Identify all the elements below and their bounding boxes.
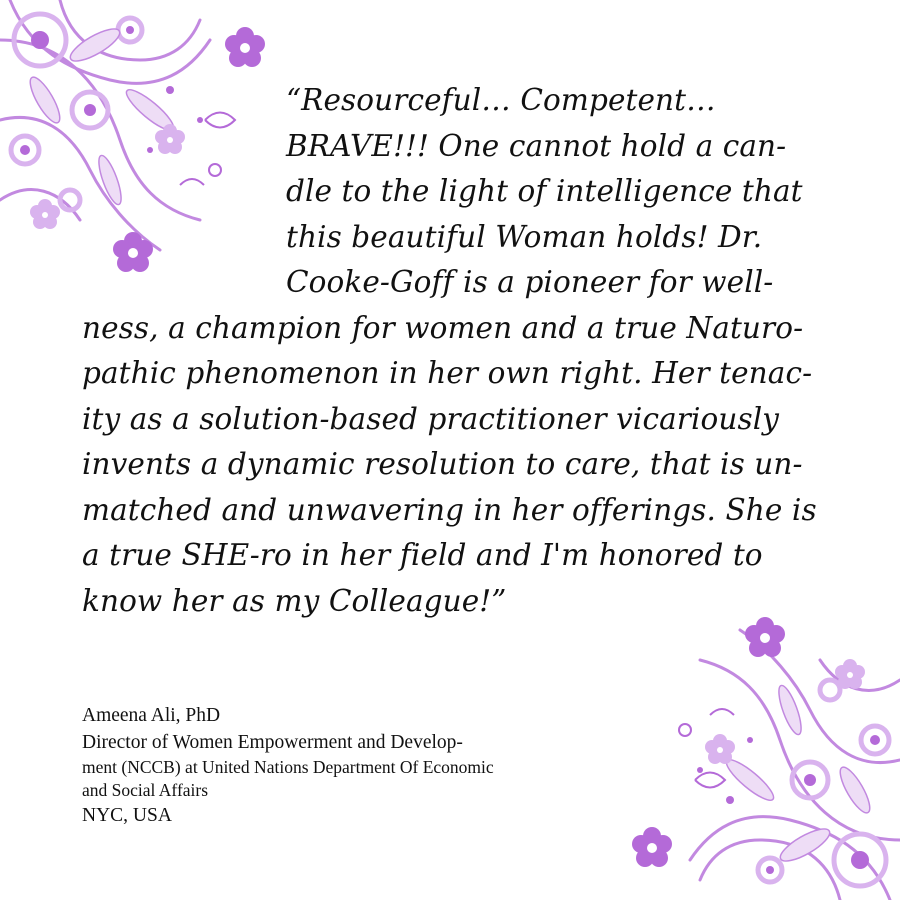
quote-line: ity as a solution-based practitioner vicariously — [82, 401, 779, 436]
quote-line: this beautiful Woman holds! Dr. — [286, 219, 763, 254]
author-location: NYC, USA — [82, 805, 172, 826]
quote-line: ness, a champion for women and a true Naturo- — [82, 310, 804, 345]
testimonial-quote — [82, 78, 822, 624]
quote-line: dle to the light of intelligence that — [286, 174, 803, 208]
quote-line: matched and unwavering in her offerings. She is — [82, 492, 817, 527]
quote-line: BRAVE!!! One cannot hold a can- — [286, 128, 787, 163]
quote-line: know her as my Colleague!” — [82, 583, 507, 618]
quote-line: Cooke-Goff is a pioneer for well- — [286, 265, 774, 299]
quote-line: “Resourceful… Competent… — [286, 83, 716, 117]
author-name: Ameena Ali, PhD — [82, 705, 221, 726]
author-title-line: Director of Women Empowerment and Develop- — [82, 732, 463, 753]
author-title-line: and Social Affairs — [82, 780, 209, 800]
floral-corner-bottom-right-icon — [610, 600, 900, 900]
attribution-block — [82, 702, 602, 829]
quote-line: pathic phenomenon in her own right. Her tenac- — [82, 356, 813, 390]
author-title-line: ment (NCCB) at United Nations Department Of Economic — [82, 757, 494, 777]
quote-line: invents a dynamic resolution to care, that is un- — [82, 447, 803, 481]
quote-line: a true SHE-ro in her field and I'm honored to — [82, 538, 763, 572]
